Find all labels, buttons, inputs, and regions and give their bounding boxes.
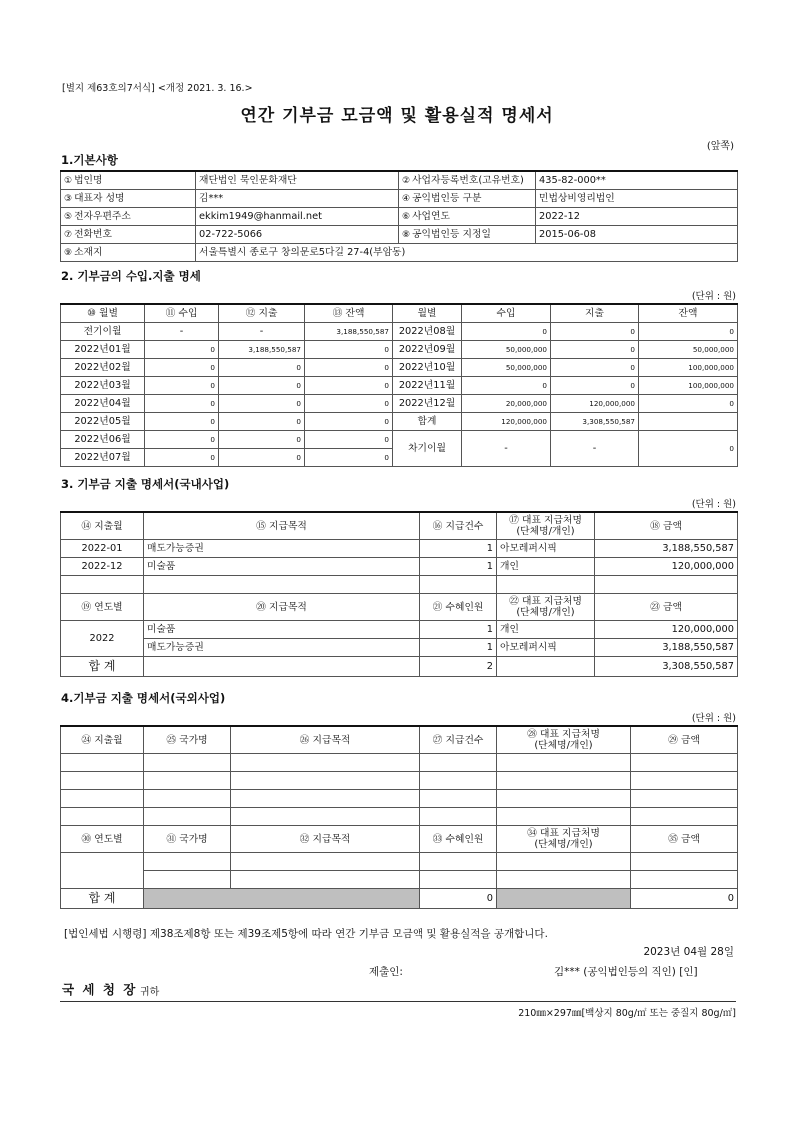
header-line: ㉘ 대표 지급처명 [527,729,600,740]
amount-cell: 3,188,550,587 [595,540,738,558]
table-row [61,226,738,244]
field-value: 2015-06-08 [536,226,738,244]
income-cell: 0 [462,377,551,395]
item-label: 전자우편주소 [74,210,131,222]
field-value: 02-722-5066 [196,226,399,244]
item-number: ③ [64,193,73,204]
domestic-expense-table [60,511,738,677]
field-label [399,226,536,244]
header-subline: (단체명/개인) [534,740,593,751]
income-cell: 50,000,000 [462,341,551,359]
empty-cell [231,790,420,808]
empty-cell [144,576,420,594]
balance-cell: 0 [305,377,393,395]
empty-cell [497,754,631,772]
purpose-cell: 미술품 [144,621,420,639]
basic-info-table [60,170,738,262]
table-row [61,594,738,621]
column-header: ⑬ 잔액 [305,304,393,323]
expense-cell: 0 [551,377,639,395]
month-cell: 2022년08월 [393,323,462,341]
month-cell: 2022년04월 [61,395,145,413]
document-title: 연간 기부금 모금액 및 활용실적 명세서 [240,106,554,126]
header-line: ⑰ 대표 지급처명 [509,515,582,526]
overseas-expense-table [60,725,738,909]
column-header: ㉟ 금액 [631,826,738,853]
item-number: ⑨ [64,247,73,258]
empty-cell [144,790,231,808]
column-header: ㉛ 국가명 [144,826,231,853]
month-cell: 2022-12 [61,558,144,576]
balance-cell: 0 [305,449,393,467]
field-label [61,171,196,190]
table-row [61,395,738,413]
item-label: 사업연도 [412,210,450,222]
column-header [497,726,631,754]
expense-cell: 0 [219,359,305,377]
paper-spec: 210㎜×297㎜[백상지 80g/㎡ 또는 중질지 80g/㎡] [60,1001,736,1019]
column-header: 지출 [551,304,639,323]
balance-cell: 0 [639,323,738,341]
column-header [497,512,595,540]
section4-unit: (단위 : 원) [691,713,736,724]
item-number: ⑥ [402,211,411,222]
income-cell: 120,000,000 [462,413,551,431]
month-cell: 2022-01 [61,540,144,558]
expense-cell: 0 [219,377,305,395]
month-cell: 전기이월 [61,323,145,341]
table-row [61,208,738,226]
month-cell: 2022년02월 [61,359,145,377]
empty-cell [497,871,631,889]
column-header: ⑲ 연도별 [61,594,144,621]
month-cell: 2022년06월 [61,431,145,449]
income-cell: 0 [462,323,551,341]
income-cell: 0 [145,431,219,449]
item-label: 공익법인등 지정일 [412,228,491,240]
month-cell: 2022년12월 [393,395,462,413]
table-row [61,359,738,377]
balance-cell: 100,000,000 [639,377,738,395]
month-cell: 2022년03월 [61,377,145,395]
table-row [61,657,738,677]
empty-cell [61,576,144,594]
amount-cell: 120,000,000 [595,558,738,576]
income-cell: 0 [145,359,219,377]
item-number: ⑦ [64,229,73,240]
column-header: ㉓ 금액 [595,594,738,621]
empty-cell [61,790,144,808]
balance-cell: 100,000,000 [639,359,738,377]
column-header: ⑱ 금액 [595,512,738,540]
purpose-cell: 미술품 [144,558,420,576]
empty-cell [231,871,420,889]
item-number: ② [402,175,411,186]
recipient-cell: 개인 [497,558,595,576]
legal-notice: [법인세법 시행령] 제38조제8항 또는 제39조제5항에 따라 연간 기부금 모금액 및 활용실적을 공개합니다. [64,928,548,940]
table-row [61,413,738,431]
field-value: 김*** [196,190,399,208]
empty-cell [497,808,631,826]
count-cell: 1 [420,540,497,558]
table-row [61,826,738,853]
column-header: ⑮ 지급목적 [144,512,420,540]
purpose-cell: 매도가능증권 [144,639,420,657]
total-count: 0 [420,889,497,909]
table-row [61,639,738,657]
empty-cell [420,576,497,594]
table-row [61,171,738,190]
section3-title: 3. 기부금 지출 명세서(국내사업) [61,477,230,491]
empty-cell [420,772,497,790]
empty-cell [595,576,738,594]
balance-cell [639,413,738,431]
expense-cell: 120,000,000 [551,395,639,413]
count-cell: 1 [420,621,497,639]
table-row [61,558,738,576]
carry-forward-label: 차기이월 [393,431,462,467]
empty-cell [144,657,420,677]
income-cell: 50,000,000 [462,359,551,377]
table-row [61,304,738,323]
empty-cell [631,853,738,871]
header-line: ㉒ 대표 지급처명 [509,596,582,607]
empty-cell [420,808,497,826]
income-expense-table [60,303,738,467]
income-cell: 0 [145,377,219,395]
field-label [61,244,196,262]
count-cell: 1 [420,639,497,657]
empty-cell [144,808,231,826]
item-label: 공익법인등 구분 [412,192,482,204]
field-value: 435-82-000** [536,171,738,190]
item-label: 소재지 [74,246,103,258]
column-header: ㉝ 수혜인원 [420,826,497,853]
table-row [61,540,738,558]
month-cell: 2022년11월 [393,377,462,395]
purpose-cell: 매도가능증권 [144,540,420,558]
column-header: ㉗ 지급건수 [420,726,497,754]
empty-cell [497,576,595,594]
balance-cell: 3,188,550,587 [305,323,393,341]
field-label [399,208,536,226]
month-cell: 2022년05월 [61,413,145,431]
empty-cell [144,853,231,871]
empty-cell [61,772,144,790]
table-row [61,790,738,808]
field-value: 민법상비영리법인 [536,190,738,208]
income-cell: - [462,431,551,467]
field-label [61,226,196,244]
header-line: ㉞ 대표 지급처명 [527,828,600,839]
field-value: ekkim1949@hanmail.net [196,208,399,226]
column-header: ㉑ 수혜인원 [420,594,497,621]
empty-cell [631,790,738,808]
expense-cell: - [219,323,305,341]
column-header: ㉜ 지급목적 [231,826,420,853]
submission-date: 2023년 04월 28일 [643,946,734,958]
empty-cell [231,853,420,871]
column-header: ㉖ 지급목적 [231,726,420,754]
empty-cell [497,853,631,871]
table-row [61,621,738,639]
empty-cell [631,754,738,772]
item-number: ⑤ [64,211,73,222]
empty-cell [231,772,420,790]
shaded-cell [497,889,631,909]
table-row [61,772,738,790]
column-header: ⑳ 지급목적 [144,594,420,621]
empty-cell [144,871,231,889]
expense-cell: 0 [551,341,639,359]
month-cell: 2022년01월 [61,341,145,359]
section3-unit: (단위 : 원) [691,499,736,510]
empty-cell [231,754,420,772]
field-label [61,208,196,226]
field-label [399,171,536,190]
table-row [61,808,738,826]
column-header: ⑭ 지출월 [61,512,144,540]
field-value: 재단법인 묵인문화재단 [196,171,399,190]
empty-cell [420,754,497,772]
column-header [497,826,631,853]
page-side-label: (앞쪽) [706,141,734,152]
column-header: 수입 [462,304,551,323]
balance-cell: 0 [305,413,393,431]
header-subline: (단체명/개인) [516,526,575,537]
form-id: [별지 제63호의7서식] <개정 2021. 3. 16.> [62,83,253,94]
income-cell: 20,000,000 [462,395,551,413]
expense-cell: - [551,431,639,467]
month-cell: 2022년10월 [393,359,462,377]
table-row [61,431,738,449]
empty-cell [497,790,631,808]
column-header: ㉔ 지출월 [61,726,144,754]
table-row [61,512,738,540]
item-number: ① [64,175,73,186]
month-cell: 2022년09월 [393,341,462,359]
recipient-suffix: 귀하 [140,987,160,998]
column-header: ⑪ 수입 [145,304,219,323]
balance-cell: 0 [639,431,738,467]
empty-cell [420,790,497,808]
balance-cell: 50,000,000 [639,341,738,359]
section2-title: 2. 기부금의 수입.지출 명세 [61,269,201,283]
recipient-cell: 아모레퍼시픽 [497,639,595,657]
field-label [399,190,536,208]
expense-cell: 3,308,550,587 [551,413,639,431]
column-header: 잔액 [639,304,738,323]
month-cell: 2022년07월 [61,449,145,467]
empty-cell [497,657,595,677]
item-label: 전화번호 [74,228,112,240]
year-cell: 2022 [61,621,144,657]
empty-cell [420,871,497,889]
balance-cell: 0 [305,359,393,377]
table-row [61,341,738,359]
address-value: 서울특별시 종로구 창의문로5다길 27-4(부암동) [196,244,738,262]
field-label [61,190,196,208]
empty-cell [231,808,420,826]
table-row [61,323,738,341]
empty-cell [61,808,144,826]
year-cell [61,853,144,889]
table-row [61,889,738,909]
table-row [61,190,738,208]
expense-cell: 0 [219,395,305,413]
recipient-cell: 개인 [497,621,595,639]
expense-cell: 0 [551,359,639,377]
expense-cell: 0 [551,323,639,341]
shaded-cell [144,889,420,909]
total-amount: 3,308,550,587 [595,657,738,677]
expense-cell: 0 [219,413,305,431]
total-label: 합 계 [61,657,144,677]
total-label: 합 계 [61,889,144,909]
amount-cell: 120,000,000 [595,621,738,639]
balance-cell: 0 [305,395,393,413]
expense-cell: 3,188,550,587 [219,341,305,359]
empty-cell [420,853,497,871]
empty-cell [144,772,231,790]
section1-title: 1.기본사항 [61,153,118,167]
field-value: 2022-12 [536,208,738,226]
column-header: ⑯ 지급건수 [420,512,497,540]
amount-cell: 3,188,550,587 [595,639,738,657]
submitter-label: 제출인: [369,966,403,978]
balance-cell: 0 [305,431,393,449]
total-amount: 0 [631,889,738,909]
balance-cell: 0 [305,341,393,359]
submitter: 김*** (공익법인등의 직인) [인] [554,966,698,978]
empty-cell [144,754,231,772]
header-subline: (단체명/개인) [534,839,593,850]
table-row [61,726,738,754]
table-row [61,871,738,889]
income-cell: - [145,323,219,341]
column-header [497,594,595,621]
recipient: 국 세 청 장 [62,982,138,997]
item-label: 법인명 [74,174,103,186]
item-number: ④ [402,193,411,204]
empty-cell [631,772,738,790]
column-header: ⑫ 지출 [219,304,305,323]
table-row [61,853,738,871]
empty-cell [497,772,631,790]
expense-cell: 0 [219,449,305,467]
table-row [61,377,738,395]
total-count: 2 [420,657,497,677]
expense-cell: 0 [219,431,305,449]
section2-unit: (단위 : 원) [691,291,736,302]
column-header: ㉚ 연도별 [61,826,144,853]
total-label: 합계 [393,413,462,431]
column-header: ⑩ 월별 [61,304,145,323]
income-cell: 0 [145,341,219,359]
column-header: ㉙ 금액 [631,726,738,754]
item-label: 사업자등록번호(고유번호) [412,174,524,186]
item-label: 대표자 성명 [74,192,125,204]
empty-cell [631,808,738,826]
item-number: ⑧ [402,229,411,240]
recipient-cell: 아모레퍼시픽 [497,540,595,558]
column-header: ㉕ 국가명 [144,726,231,754]
table-row [61,576,738,594]
empty-cell [631,871,738,889]
count-cell: 1 [420,558,497,576]
income-cell: 0 [145,395,219,413]
income-cell: 0 [145,449,219,467]
income-cell: 0 [145,413,219,431]
column-header: 월별 [393,304,462,323]
section4-title: 4.기부금 지출 명세서(국외사업) [61,691,226,705]
table-row [61,754,738,772]
table-row [61,244,738,262]
header-subline: (단체명/개인) [516,607,575,618]
empty-cell [61,754,144,772]
balance-cell: 0 [639,395,738,413]
